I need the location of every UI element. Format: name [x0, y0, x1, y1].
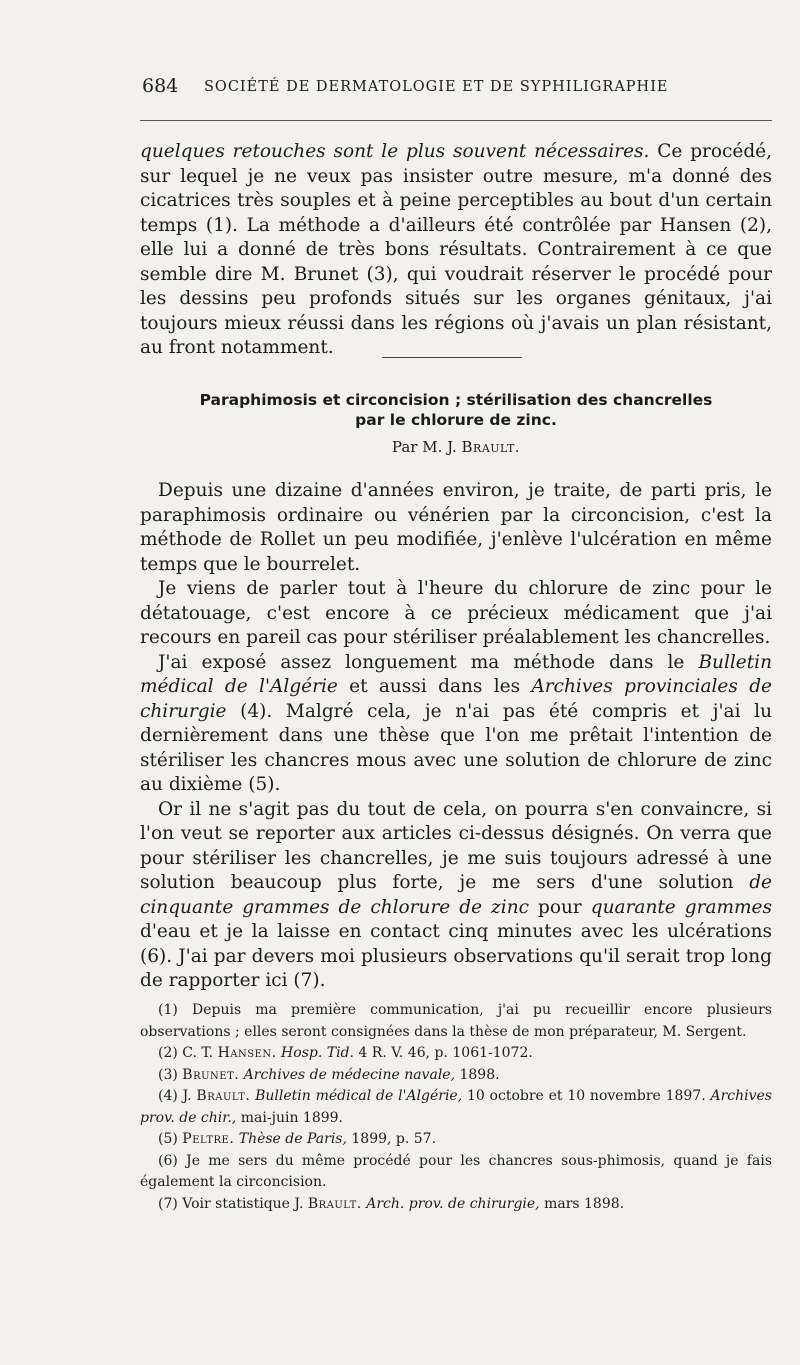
footnote: (1) Depuis ma première communication, j'ai pu recueillir encore plusieurs observations ; elles seront consignées dans la thèse de mon préparateur, M. Sergent.: [140, 1002, 772, 1040]
footnote-text: (5): [158, 1131, 183, 1147]
author-name: Brunet.: [182, 1066, 240, 1083]
footnote-text: 10 octobre et 10 novembre 1897.: [462, 1088, 711, 1104]
paragraph-text: pour: [529, 896, 591, 918]
footnote-text: 1899, p. 57.: [346, 1131, 437, 1147]
author-name: Brault.: [307, 1195, 362, 1212]
journal-title: Bulletin médical de l'Algérie,: [250, 1088, 463, 1104]
author-name: Brault.: [461, 438, 521, 456]
footnote: [140, 1043, 772, 1065]
article-title-line: Paraphimosis et circoncision ; stérilisation des chancrelles: [199, 391, 713, 409]
header-rule: [140, 120, 772, 121]
footnote: [140, 1129, 772, 1151]
author-name: Peltre.: [182, 1131, 235, 1147]
italic-phrase: de cinquante grammes de chlorure de zinc: [140, 872, 772, 918]
journal-title: Arch. prov. de chirurgie,: [361, 1195, 540, 1212]
footnote-text: mars 1898.: [539, 1195, 625, 1212]
byline-prefix: Par M. J.: [391, 438, 462, 456]
journal-title: Bulletin médical de l'Algérie: [140, 651, 772, 697]
footnote-text: mai-juin 1899.: [236, 1109, 343, 1126]
paragraph-text: Ce procédé, sur lequel je ne veux pas insister outre mesure, m'a donné des cicatrices très souples et à peine perceptibles au bout d'un certain temps (1). La méthode a d'ailleurs été contrôlée par Hansen (2), elle lui a donné de très bons résultats. Contrairement à ce que semble dire M. Brunet (3), qui voudrait réserver le procédé pour les dessins peu profonds situés sur les organes génitaux, j'ai toujours mieux réussi dans les régions où j'avais un plan résistant, au front notamment.: [140, 141, 773, 358]
paragraph-text: J'ai exposé assez longuement ma méthode dans le: [158, 651, 699, 673]
page-number: 684: [142, 75, 179, 97]
section-separator: [382, 357, 522, 358]
author-name: Brault.: [196, 1088, 251, 1104]
article-body: [140, 479, 772, 994]
paragraph-text: Or il ne s'agit pas du tout de cela, on pourra s'en convaincre, si l'on veut se reporter aux articles ci-dessus désignés. On verra que pour stériliser les chancrelles, je me suis toujours adressé à une solution beaucoup plus forte, je me sers d'une solution: [140, 798, 772, 893]
paragraph: Depuis une dizaine d'années environ, je traite, de parti pris, le paraphimosis ordinaire ou vénérien par la circoncision, c'est la méthode de Rollet un peu modifiée, j'enlève l'ulcération en même temps que le bourrelet.: [140, 480, 772, 575]
footnote-text: 4 R. V. 46, p. 1061-1072.: [353, 1045, 533, 1061]
footnote-text: (2) C. T.: [158, 1045, 218, 1061]
paragraph: Je viens de parler tout à l'heure du chlorure de zinc pour le détatouage, c'est encore à ce précieux médicament que j'ai recours en pareil cas pour stériliser préalablement les chancrelles.: [140, 578, 772, 648]
footnote-text: (7) Voir statistique J.: [158, 1195, 308, 1212]
paragraph: [140, 140, 772, 361]
author-name: Hansen.: [217, 1045, 277, 1061]
journal-title: Hosp. Tid.: [276, 1045, 354, 1061]
paragraph-text: d'eau et je la laisse en contact cinq minutes avec les ulcérations (6). J'ai par devers moi plusieurs observations qu'il serait trop long de rapporter ici (7).: [140, 921, 772, 991]
footnote: [140, 1065, 772, 1087]
paragraph: [140, 798, 772, 994]
paragraph: [140, 651, 772, 798]
previous-article-ending: [140, 140, 772, 361]
journal-title: Archives provinciales de chirurgie: [140, 676, 772, 722]
article-title-line: par le chlorure de zinc.: [355, 411, 557, 429]
italic-phrase: quarante grammes: [590, 896, 772, 918]
page-header: [142, 75, 770, 105]
footnote-text: (4) J.: [158, 1088, 197, 1104]
running-title: SOCIÉTÉ DE DERMATOLOGIE ET DE SYPHILIGRAPHIE: [204, 79, 669, 95]
paragraph-text: et aussi dans les: [337, 676, 532, 697]
journal-title: Archives prov. de chir.,: [140, 1088, 772, 1126]
journal-title: Archives de médecine navale,: [239, 1066, 456, 1083]
article-title: [160, 390, 752, 430]
footnote: (6) Je me sers du même procédé pour les chancres sous-phimosis, quand je fais également la circoncision.: [140, 1152, 772, 1190]
footnote-text: (3): [158, 1066, 183, 1083]
footnote: [140, 1086, 772, 1129]
article-byline: [140, 438, 772, 456]
italic-phrase: quelques retouches sont le plus souvent nécessaires.: [140, 141, 650, 162]
paragraph-text: (4). Malgré cela, je n'ai pas été compris et j'ai lu dernièrement dans une thèse que l'on me prêtait l'intention de stériliser les chancres mous avec une solution de chlorure de zinc au dixième (5).: [140, 700, 772, 795]
footnote-text: 1898.: [455, 1066, 500, 1083]
journal-title: Thèse de Paris,: [234, 1131, 347, 1147]
footnote: [140, 1194, 772, 1216]
footnotes: [140, 1000, 772, 1215]
